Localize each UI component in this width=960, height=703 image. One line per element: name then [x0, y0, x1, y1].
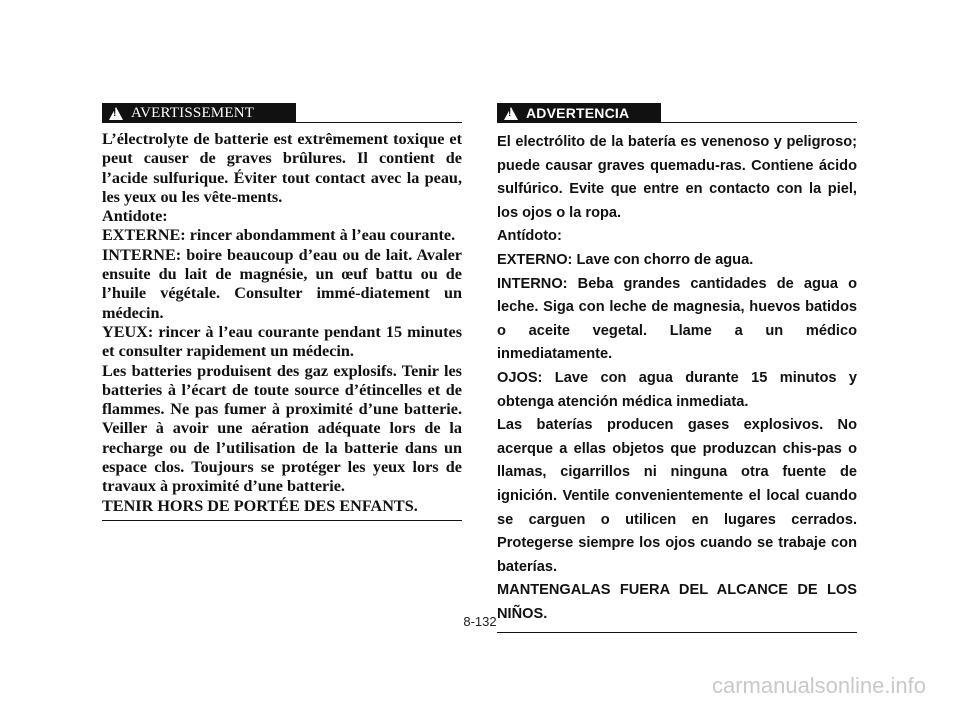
warning-triangle-icon	[109, 107, 123, 120]
paragraph-intro: El electrólito de la batería es venenoso y peligroso; puede causar graves quemadu-ras. Contiene ácido sulfúrico. Evite que entre en contacto con la piel, los ojos o la ropa.	[497, 134, 857, 221]
end-rule	[102, 520, 462, 521]
paragraph-eyes: YEUX: rincer à l’eau courante pendant 15 minutes et consulter rapidement un médecin.	[102, 322, 462, 361]
badge-label: AVERTISSEMENT	[131, 104, 255, 121]
warning-text	[102, 130, 462, 516]
paragraph-antidote: Antidote:	[102, 207, 168, 226]
end-rule	[497, 632, 857, 633]
spanish-warning-block	[497, 103, 857, 633]
warning-badge	[102, 103, 296, 123]
paragraph-external: EXTERNE: rincer abondamment à l’eau courante.	[102, 226, 456, 245]
warning-triangle-icon	[504, 107, 518, 120]
watermark: carmanualsonline.info	[711, 673, 926, 698]
paragraph-internal: INTERNO: Beba grandes cantidades de agua o leche. Siga con leche de magnesia, huevos batidos o aceite vegetal. Llame a un médico inmediatamente.	[497, 275, 857, 363]
paragraph-antidote: Antídoto:	[497, 228, 562, 245]
warning-header	[102, 103, 462, 126]
french-warning-block	[102, 103, 462, 521]
paragraph-explosive-gas: Las baterías producen gases explosivos. No acerque a ellas objetos que produzcan chis-pas o llamas, cigarrillos ni ninguna otra fuente de ignición. Ventile convenientemente el local cuando se carguen o utilicen en lugares cerrados. Protegerse siempre los ojos cuando se trabaje con baterías.	[497, 417, 857, 575]
warning-header	[497, 103, 857, 126]
paragraph-keep-away: TENIR HORS DE PORTÉE DES ENFANTS.	[102, 496, 418, 515]
paragraph-explosive-gas: Les batteries produisent des gaz explosifs. Tenir les batteries à l’écart de toute source d’étincelles et de flammes. Ne pas fumer à proximité d’une batterie. Veiller à avoir une aération adéquate lors de la recharge ou de l’utilisation de la batterie dans un espace clos. Toujours se protéger les yeux lors de travaux à proximité d’une batterie.	[102, 361, 462, 496]
warning-text	[497, 131, 857, 626]
paragraph-external: EXTERNO: Lave con chorro de agua.	[497, 251, 754, 268]
paragraph-keep-away: MANTENGALAS FUERA DEL ALCANCE DE LOS NIÑOS.	[497, 582, 857, 622]
paragraph-intro: L’électrolyte de batterie est extrêmement toxique et peut causer de graves brûlures. Il contient de l’acide sulfurique. Éviter tout contact avec la peau, les yeux ou les vête-ments.	[102, 130, 462, 206]
badge-label: ADVERTENCIA	[526, 105, 630, 121]
paragraph-eyes: OJOS: Lave con agua durante 15 minutos y obtenga atención médica inmediata.	[497, 369, 857, 410]
warning-badge	[497, 103, 661, 123]
page-number: 8-132	[463, 614, 497, 629]
paragraph-internal: INTERNE: boire beaucoup d’eau ou de lait. Avaler ensuite du lait de magnésie, un œuf battu ou de l’huile végétale. Consulter immé-diatement un médecin.	[102, 245, 462, 322]
